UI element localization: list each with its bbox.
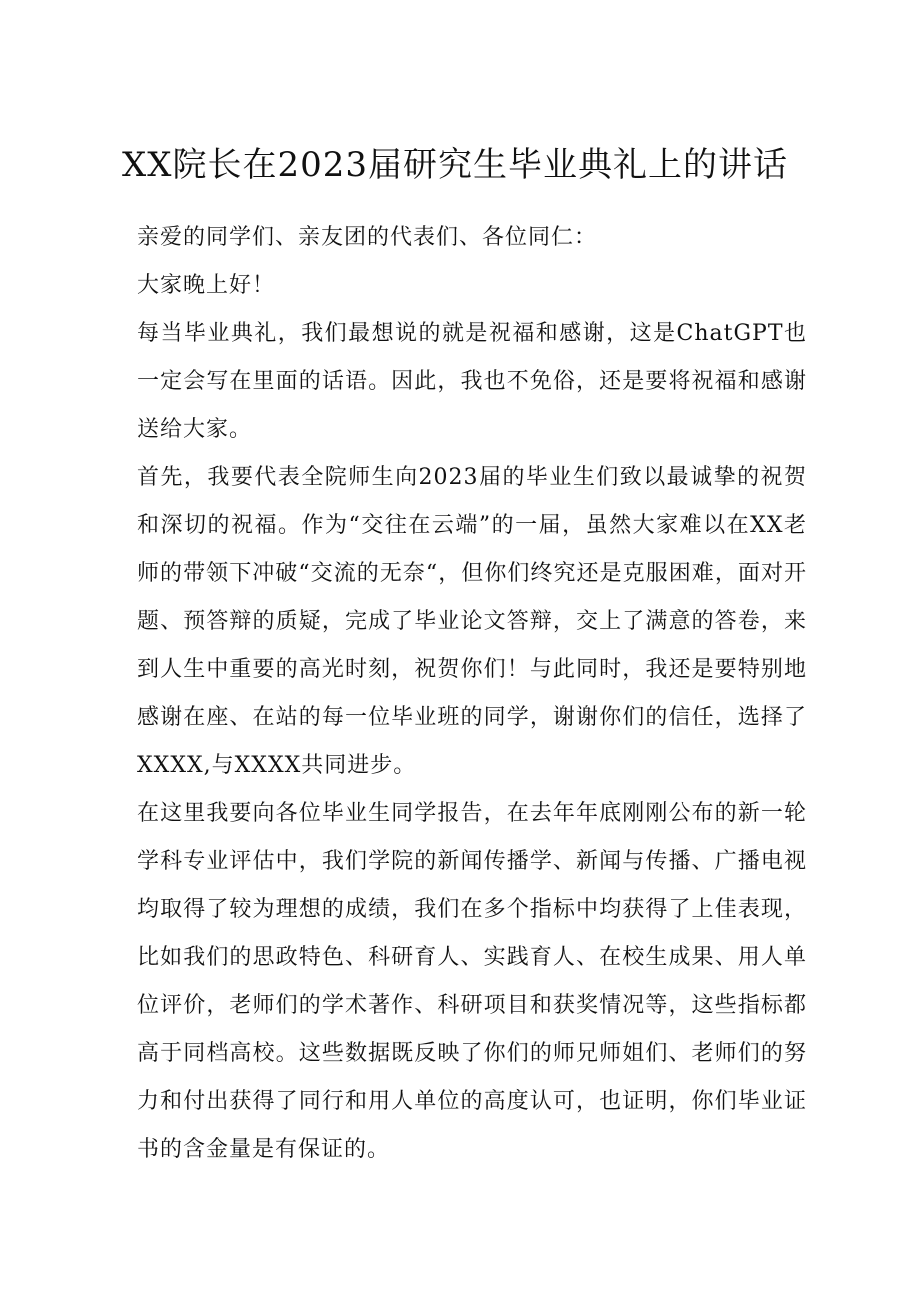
body-paragraph: 在这里我要向各位毕业生同学报告，在去年年底刚刚公布的新一轮学科专业评估中，我们学院的新闻传播学、新闻与传播、广播电视均取得了较为理想的成绩，我们在多个指标中均获得了上佳表现，比如我们的思政特色、科研育人、实践育人、在校生成果、用人单位评价，老师们的学术著作、科研项目和获奖情况等，这些指标都高于同档高校。这些数据既反映了你们的师兄师姐们、老师们的努力和付出获得了同行和用人单位的高度认可，也证明，你们毕业证书的含金量是有保证的。 xyxy=(137,801,807,1162)
salutation-paragraph: 亲爱的同学们、亲友团的代表们、各位同仁： xyxy=(137,225,598,250)
greeting-paragraph: 大家晚上好！ xyxy=(137,273,276,298)
body-paragraph: 每当毕业典礼，我们最想说的就是祝福和感谢，这是ChatGPT也一定会写在里面的话语。因此，我也不免俗，还是要将祝福和感谢送给大家。 xyxy=(137,321,807,442)
body-paragraph: 首先，我要代表全院师生向2023届的毕业生们致以最诚挚的祝贺和深切的祝福。作为“交往在云端”的一届，虽然大家难以在XX老师的带领下冲破“交流的无奈“，但你们终究还是克服困难，面对开题、预答辩的质疑，完成了毕业论文答辩，交上了满意的答卷，来到人生中重要的高光时刻，祝贺你们！与此同时，我还是要特别地感谢在座、在站的每一位毕业班的同学，谢谢你们的信任，选择了XXXX,与XXXX共同进步。 xyxy=(137,465,807,778)
document-title: XX院长在2023届研究生毕业典礼上的讲话 xyxy=(122,145,788,185)
document-body xyxy=(137,214,807,1174)
